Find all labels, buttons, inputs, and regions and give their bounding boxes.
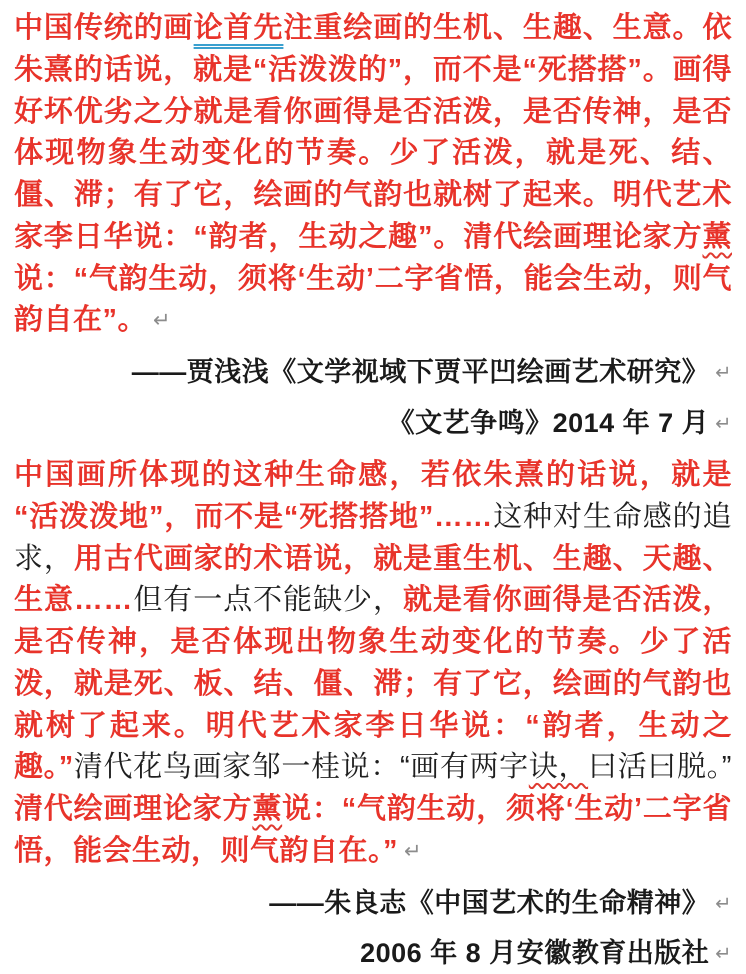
text-run: 这种对生命感的追求， bbox=[14, 500, 732, 575]
text-run: 诀， bbox=[528, 751, 589, 784]
paragraph-return-mark-icon: ↵ bbox=[715, 942, 732, 965]
text-run: 说：“气韵生动，须将‘生动’二字省悟，能会生动，则气韵自在”。 bbox=[14, 262, 732, 337]
text-run: 但有一点不能缺少， bbox=[132, 584, 403, 617]
attribution-source-2 bbox=[14, 883, 732, 924]
attribution-journal-1 bbox=[14, 403, 732, 444]
text-run: ——朱良志《中国艺术的生命精神》 bbox=[269, 887, 710, 918]
text-run: 论首先 bbox=[193, 12, 284, 44]
text-run: 中国传统的画 bbox=[14, 12, 194, 44]
text-run: 2006 年 8 月安徽教育出版社 bbox=[360, 938, 710, 968]
text-run: 注重绘画的生机、生趣、生意。依朱熹的话说，就是“活泼泼的”，而不是“死搭搭”。画得好坏优劣之分就是看你画得是否活泼，是否传神，是否体现物象生动变化的节奏。少了活泼，就是死、结、僵、滞；有了它，绘画的气韵也就树了起来。明代艺术家李日华说：“韵者，生动之趣”。清代绘画理论家方 bbox=[14, 12, 732, 253]
text-run: 就是看你画得是否活泼，是否传神，是否体现出物象生动变化的节奏。少了活泼，就是死、板、结、僵、滞；有了它，绘画的气韵也就树了起来。明代艺术家李日华说：“韵者，生动之趣。” bbox=[14, 584, 732, 784]
quote-passage-2 bbox=[14, 455, 732, 873]
paragraph-return-mark-icon: ↵ bbox=[715, 891, 732, 915]
paragraph-return-mark-icon: ↵ bbox=[404, 838, 423, 863]
paragraph-return-mark-icon: ↵ bbox=[715, 361, 732, 384]
text-run: 清代绘画理论家方 bbox=[14, 793, 253, 825]
text-run: 薰 bbox=[252, 793, 283, 825]
text-run: 曰活曰脱。” bbox=[588, 751, 732, 784]
text-run: ——贾浅浅《文学视域下贾平凹绘画艺术研究》 bbox=[131, 357, 710, 387]
quote-passage-1 bbox=[14, 8, 732, 342]
paragraph-return-mark-icon: ↵ bbox=[715, 411, 732, 435]
text-run: 《文艺争鸣》2014 年 7 月 bbox=[387, 407, 710, 438]
text-run: 说：“气韵生动，须将‘生动’二字省悟，能会生动，则气韵自在。” bbox=[14, 793, 732, 867]
text-run: 薰 bbox=[702, 220, 732, 253]
attribution-source-1 bbox=[14, 352, 732, 393]
text-run: 清代花鸟画家邹一桂说：“画有两字 bbox=[73, 751, 529, 784]
attribution-publisher-2 bbox=[14, 933, 732, 974]
paragraph-return-mark-icon: ↵ bbox=[153, 308, 172, 333]
text-run: 用古代画家的术语说，就是重生机、生趣、天趣、生意…… bbox=[14, 542, 732, 617]
text-run: 中国画所体现的这种生命感，若依朱熹的话说，就是“活泼泼地”，而不是“死搭搭地”…… bbox=[14, 459, 732, 533]
